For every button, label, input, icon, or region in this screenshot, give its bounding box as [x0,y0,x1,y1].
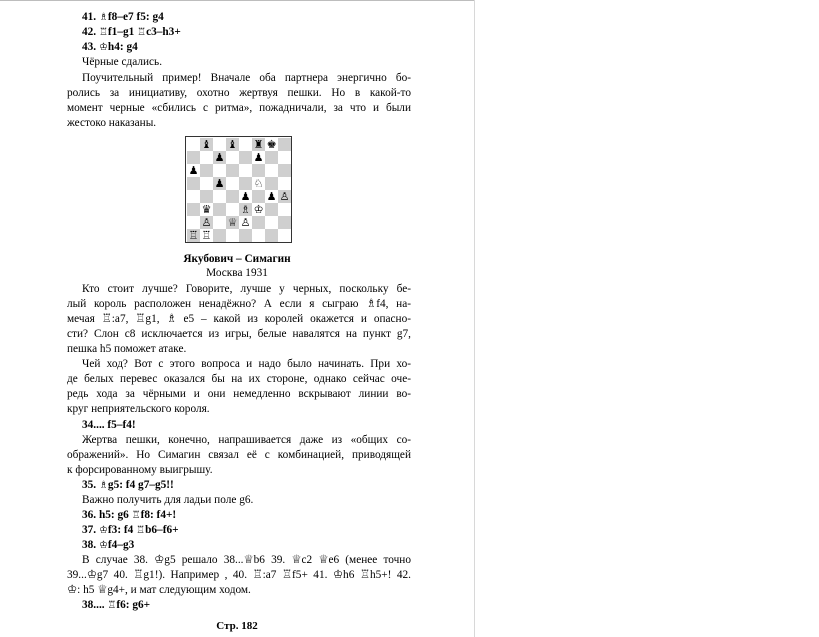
board-square [213,229,226,242]
para4-line: к форсированному выигрышу. [67,464,213,476]
para5-line: В случае 38. ♔g5 решало 38...♕b6 39. ♕c2 ♕e6 (менее точно [82,554,411,566]
board-square [278,229,291,242]
para2-line: пешка h5 поможет атаке. [67,343,187,355]
black-pawn-icon: ♟ [214,151,225,164]
board-square [278,177,291,190]
diagram-event: Москва 1931 [206,267,268,279]
move-35: 35. ♗g5: f4 g7–g5!! [82,479,174,491]
black-rook-icon: ♜ [253,138,264,151]
board-square [200,151,213,164]
board-square [226,164,239,177]
board-square [239,138,252,151]
board-square [278,203,291,216]
white-queen-icon: ♕ [227,216,238,229]
black-pawn-icon: ♟ [266,190,277,203]
move-41: 41. ♗f8–e7 f5: g4 [82,11,164,23]
board-square [278,164,291,177]
board-square [252,190,265,203]
para4-line: Жертва пешки, конечно, напрашивается даже из «общих со- [82,434,411,446]
black-pawn-icon: ♟ [214,177,225,190]
white-rook-icon: ♖ [188,229,199,242]
para2-line: сти? Слон c8 исключается из игры, белые навалятся на пункт g7, [67,328,411,340]
chess-diagram [185,136,292,243]
rook-icon: ♖ [137,27,147,38]
board-square [265,151,278,164]
para3-line: редь хода за чёрными и они немедленно вскрывают линии во- [67,388,411,400]
white-pawn-icon: ♙ [240,216,251,229]
para3-line: де белых перевес оказался бы на их стороне, однако сейчас оче- [67,373,411,385]
black-pawn-icon: ♟ [240,190,251,203]
board-square [226,229,239,242]
board-square [213,203,226,216]
board-square [239,229,252,242]
board-square [252,164,265,177]
board-square [265,164,278,177]
para3-line: круг неприятельского короля. [67,403,210,415]
black-king-icon: ♚ [266,138,277,151]
white-knight-icon: ♘ [253,177,264,190]
black-bishop-icon: ♝ [201,138,212,151]
para5-line: ♔: h5 ♕g4+, и мат следующим ходом. [67,584,251,596]
board-square [213,138,226,151]
board-square [239,151,252,164]
board-square [187,190,200,203]
para1-line: ролись за инициативу, охотно жертвуя пешки. Но в какой-то [67,87,411,99]
board-square [239,164,252,177]
bishop-icon: ♗ [98,12,108,23]
move-34: 34.... f5–f4! [82,419,136,431]
board-square [187,203,200,216]
board-square [200,164,213,177]
para2-line: мечая ♖:a7, ♖g1, ♗ e5 – какой из королей окажется и опасно- [67,313,411,325]
board-square [252,216,265,229]
board-square [278,151,291,164]
white-king-icon: ♔ [253,203,264,216]
para2-line: лый король расположен ненадёжно? А если я сыграю ♗f4, на- [67,298,411,310]
resign-text: Чёрные сдались. [82,56,163,68]
board-square [213,216,226,229]
board-square [265,177,278,190]
board-square [226,203,239,216]
move-38-black: 38.... ♖f6: g6+ [82,599,151,611]
black-bishop-icon: ♝ [227,138,238,151]
king-icon: ♔ [98,42,108,53]
board-square [187,138,200,151]
board-square [265,203,278,216]
white-pawn-icon: ♙ [201,216,212,229]
para5-line: 39...♔g7 40. ♖g1!). Например , 40. ♖:a7 ♖f5+ 41. ♔h6 ♖h5+! 42. [67,569,411,581]
board-square [239,177,252,190]
black-queen-icon: ♛ [201,203,212,216]
move-43: 43. ♔h4: g4 [82,41,138,53]
board-square [226,177,239,190]
top-border [0,0,474,1]
rook-icon: ♖ [98,27,108,38]
board-square [265,229,278,242]
note-35: Важно получить для ладьи поле g6. [82,494,254,506]
black-pawn-icon: ♟ [253,151,264,164]
move-37: 37. ♔f3: f4 ♖b6–f6+ [82,524,179,536]
board-square [278,216,291,229]
white-bishop-icon: ♗ [240,203,251,216]
board-square [278,138,291,151]
board-square [187,177,200,190]
white-pawn-icon: ♙ [279,190,290,203]
para1-line: жестоко наказаны. [67,117,157,129]
black-pawn-icon: ♟ [188,164,199,177]
move-42: 42. ♖f1–g1 ♖c3–h3+ [82,26,181,38]
board-square [200,190,213,203]
board-square [187,151,200,164]
board-square [226,190,239,203]
move-38: 38. ♔f4–g3 [82,539,135,551]
page-number: Стр. 182 [216,620,258,632]
king-icon: ♔ [98,525,108,536]
king-icon: ♔ [98,540,108,551]
rook-icon: ♖ [107,600,117,611]
board-square [213,190,226,203]
board-square [200,177,213,190]
board-square [213,164,226,177]
board-square [226,151,239,164]
diagram-players: Якубович – Симагин [183,253,291,265]
para1-line: Поучительный пример! Вначале оба партнера энергично бо- [82,72,411,84]
board-square [252,229,265,242]
bishop-icon: ♗ [98,480,108,491]
board-square [187,216,200,229]
para3-line: Чей ход? Вот с этого вопроса и надо было начинать. При хо- [82,358,411,370]
para1-line: момент черные «сбились с ритма», пожадничали, за что и были [67,102,411,114]
board-square [265,216,278,229]
white-rook-icon: ♖ [201,229,212,242]
rook-icon: ♖ [136,525,146,536]
para2-line: Кто стоит лучше? Говорите, лучше у черных, поскольку бе- [82,283,411,295]
para4-line: ображений». Но Симагин связал её с комбинацией, приводящей [67,449,411,461]
move-36: 36. h5: g6 ♖f8: f4+! [82,509,177,521]
rook-icon: ♖ [131,510,141,521]
